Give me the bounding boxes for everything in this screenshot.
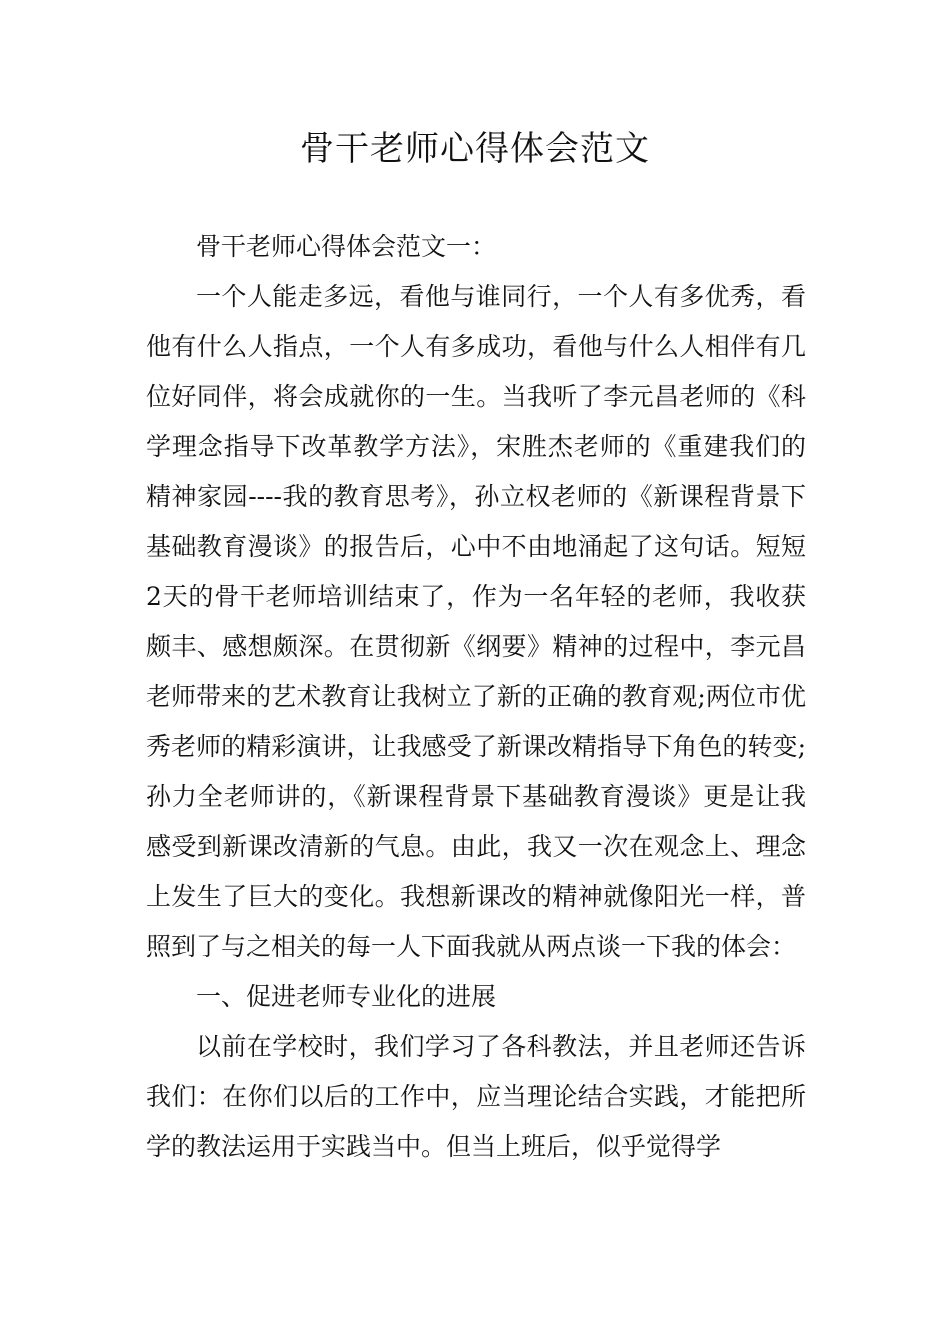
section-heading: 一、促进老师专业化的进展 bbox=[196, 982, 497, 1011]
document-body bbox=[146, 222, 806, 1172]
paragraph-intro: 骨干老师心得体会范文一： bbox=[196, 232, 497, 261]
document-title: 骨干老师心得体会范文 bbox=[300, 129, 650, 169]
paragraph-section-one: 以前在学校时，我们学习了各科教法，并且老师还告诉我们：在你们以后的工作中，应当理论结合实践，才能把所学的教法运用于实践当中。但当上班后，似乎觉得学 bbox=[146, 1032, 806, 1161]
paragraph-main: 一个人能走多远，看他与谁同行，一个人有多优秀，看他有什么人指点，一个人有多成功，看他与什么人相伴有几位好同伴，将会成就你的一生。当我听了李元昌老师的《科学理念指导下改革教学方法》，宋胜杰老师的《重建我们的精神家园----我的教育思考》，孙立权老师的《新课程背景下基础教育漫谈》的报告后，心中不由地涌起了这句话。短短2天的骨干老师培训结束了，作为一名年轻的老师，我收获颇丰、感想颇深。在贯彻新《纲要》精神的过程中，李元昌老师带来的艺术教育让我树立了新的正确的教育观;两位市优秀老师的精彩演讲，让我感受了新课改精指导下角色的转变;孙力全老师讲的，《新课程背景下基础教育漫谈》更是让我感受到新课改清新的气息。由此，我又一次在观念上、理念上发生了巨大的变化。我想新课改的精神就像阳光一样，普照到了与之相关的每一人下面我就从两点谈一下我的体会： bbox=[146, 282, 806, 961]
